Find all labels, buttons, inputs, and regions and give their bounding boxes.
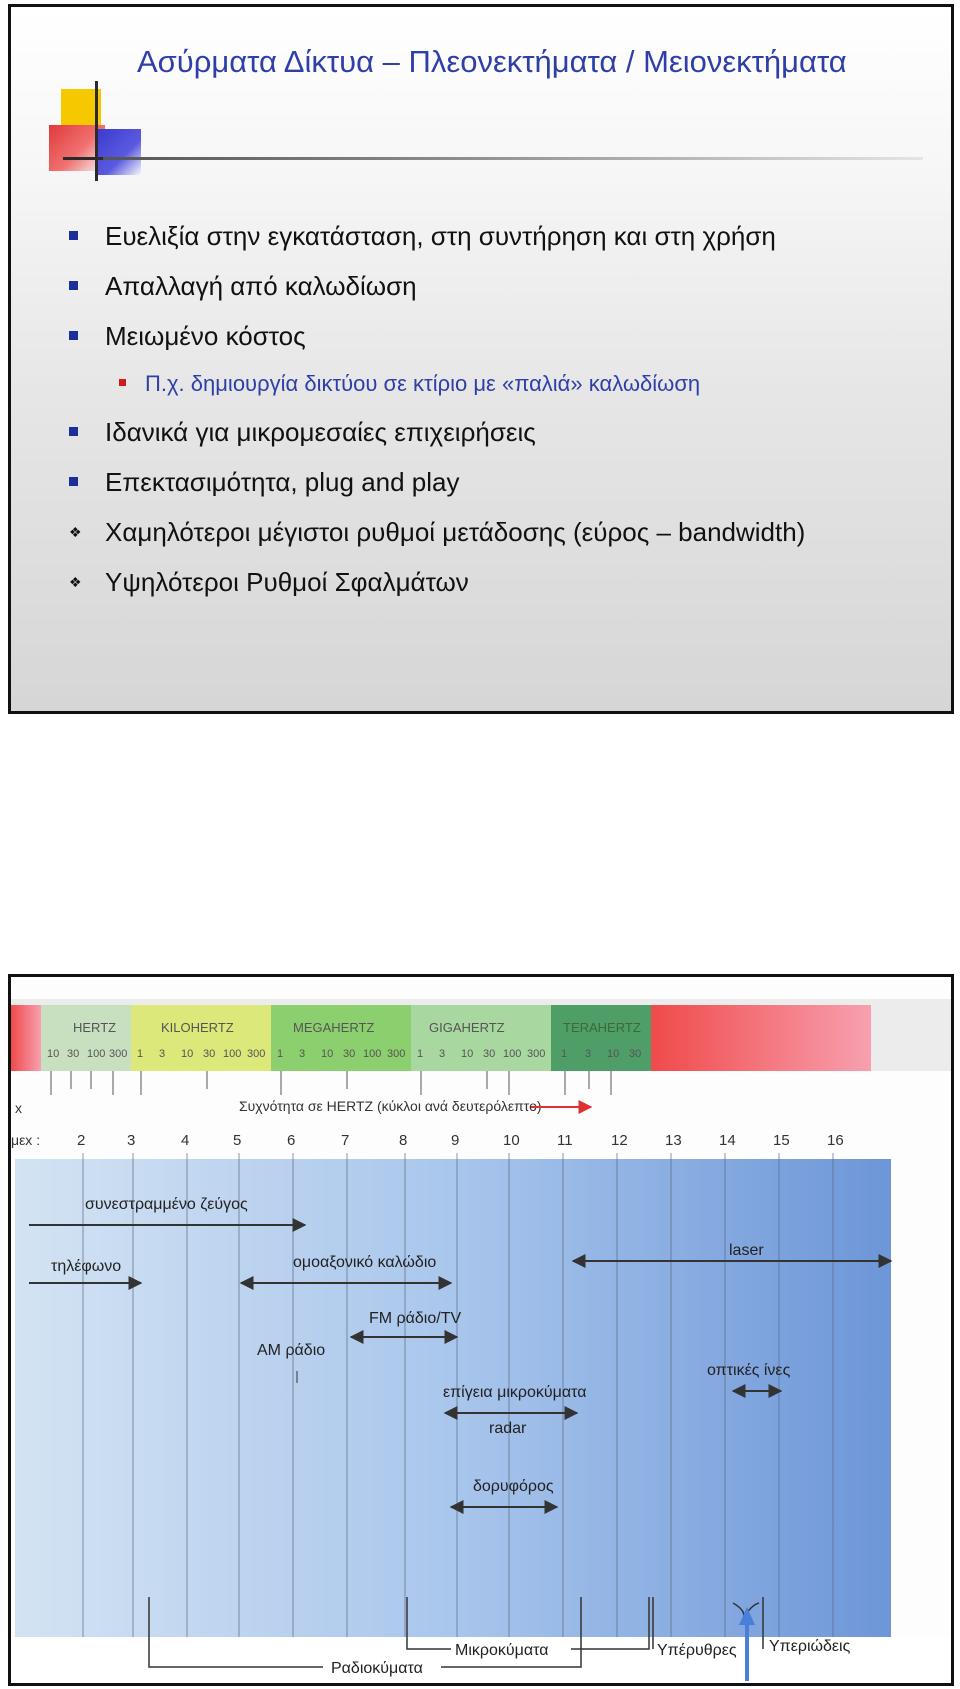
band-tick: 10 [181, 1048, 194, 1060]
band-tick: 30 [203, 1048, 216, 1060]
band-left-red [11, 1005, 41, 1071]
media-label-telephone: τηλέφωνο [51, 1258, 122, 1275]
diamond-bullet-icon: ❖ [69, 524, 82, 540]
exponent-label: 10 [503, 1132, 520, 1149]
exponent-label: 6 [287, 1132, 296, 1149]
frequency-caption: Συχνότητα σε HERTZ (κύκλοι ανά δευτερόλεπτο) [239, 1098, 542, 1114]
bullet-text: Ευελιξία στην εγκατάσταση, στη συντήρηση και στη χρήση [105, 221, 776, 251]
exponent-label: 5 [233, 1132, 242, 1149]
media-label-twisted-pair: συνεστραμμένο ζεύγος [85, 1196, 248, 1213]
spectrum-figure [11, 977, 951, 1683]
bullet-text: Μειωμένο κόστος [105, 321, 306, 351]
square-bullet-icon [69, 427, 78, 436]
bullet-item [61, 311, 941, 361]
media-label-optical-fiber: οπτικές ίνες [707, 1362, 791, 1379]
region-label-radio: Ραδιοκύματα [331, 1660, 423, 1677]
media-label-satellite: δορυφόρος [473, 1478, 554, 1495]
exponent-label: 9 [451, 1132, 460, 1149]
exponent-label: 12 [611, 1132, 628, 1149]
band-tick: 10 [461, 1048, 474, 1060]
media-label-fm-tv: FM ράδιο/TV [369, 1310, 462, 1327]
media-label-coaxial: ομοαξονικό καλώδιο [293, 1254, 437, 1271]
band-tick: 100 [223, 1048, 242, 1060]
band-label-hertz: HERTZ [73, 1020, 117, 1035]
square-bullet-icon [69, 231, 78, 240]
sub-bullet-text: Π.χ. δημιουργία δικτύου σε κτίριο με «παλιά» καλωδίωση [145, 371, 701, 396]
band-tick: 3 [159, 1048, 166, 1060]
bullet-list [61, 211, 941, 607]
band-hertz-bg [41, 1005, 131, 1071]
band-tick: 100 [87, 1048, 106, 1060]
title-underline [103, 157, 923, 160]
square-bullet-icon [69, 477, 78, 486]
sub-bullet-item [61, 361, 941, 407]
band-tick: 1 [277, 1048, 284, 1060]
bullet-text: Χαμηλότεροι μέγιστοι ρυθμοί μετάδοσης (εύρος – bandwidth) [105, 517, 806, 547]
decorative-logo-squares [49, 81, 159, 191]
bullet-item [61, 557, 941, 607]
band-tick: 100 [363, 1048, 382, 1060]
band-megahertz-bg [271, 1005, 411, 1071]
band-gigahertz-bg [411, 1005, 551, 1071]
bullet-item [61, 457, 941, 507]
band-label-megahertz: MEGAHERTZ [293, 1020, 375, 1035]
band-label-kilohertz: KILOHERTZ [161, 1020, 234, 1035]
exponent-label: 3 [127, 1132, 136, 1149]
exponent-label: 16 [827, 1132, 844, 1149]
band-tick: 30 [343, 1048, 356, 1060]
band-tick: 3 [299, 1048, 306, 1060]
band-tick: 3 [585, 1048, 592, 1060]
band-tick: 300 [109, 1048, 128, 1060]
media-label-radar: radar [489, 1420, 527, 1437]
exponent-label: 14 [719, 1132, 736, 1149]
media-label-am-radio: AM ράδιο [257, 1342, 326, 1359]
region-label-ultraviolet: Υπεριώδεις [769, 1638, 851, 1655]
band-kilohertz-bg [131, 1005, 271, 1071]
band-right-red [651, 1005, 871, 1071]
exponent-label: 7 [341, 1132, 350, 1149]
exponent-label: 8 [399, 1132, 408, 1149]
bullet-text: Απαλλαγή από καλωδίωση [105, 271, 417, 301]
x-marker: x [15, 1100, 22, 1116]
bullet-item [61, 261, 941, 311]
bullet-text: Επεκτασιμότητα, plug and play [105, 467, 460, 497]
media-label-terrestrial-microwave: επίγεια μικροκύματα [443, 1384, 587, 1401]
slide-advantages-disadvantages [8, 4, 954, 714]
band-tick: 300 [387, 1048, 406, 1060]
exponent-label: 15 [773, 1132, 790, 1149]
band-terahertz-bg [551, 1005, 651, 1071]
exponent-label: 13 [665, 1132, 682, 1149]
bullet-text: Ιδανικά για μικρομεσαίες επιχειρήσεις [105, 417, 536, 447]
square-bullet-icon [69, 331, 78, 340]
band-tick: 10 [47, 1048, 60, 1060]
band-tick: 10 [321, 1048, 334, 1060]
bullet-item [61, 507, 941, 557]
band-tick: 300 [527, 1048, 546, 1060]
blue-square [97, 129, 141, 175]
square-bullet-icon [69, 281, 78, 290]
band-tick: 30 [483, 1048, 496, 1060]
exponent-label: 4 [181, 1132, 190, 1149]
bullet-item [61, 407, 941, 457]
band-tick: 3 [439, 1048, 446, 1060]
band-label-terahertz: TERAHERTZ [563, 1020, 641, 1035]
band-tick: 30 [67, 1048, 80, 1060]
band-label-gigahertz: GIGAHERTZ [429, 1020, 505, 1035]
band-tick: 300 [247, 1048, 266, 1060]
band-tick-lines [51, 1071, 611, 1095]
region-label-infrared: Υπέρυθρες [657, 1642, 737, 1659]
slide-title: Ασύρματα Δίκτυα – Πλεονεκτήματα / Μειονεκτήματα [137, 44, 847, 79]
band-tick: 30 [629, 1048, 642, 1060]
band-tick: 1 [561, 1048, 568, 1060]
bullet-item [61, 211, 941, 261]
region-label-microwave: Μικροκύματα [455, 1642, 549, 1659]
band-tick: 1 [137, 1048, 144, 1060]
exponent-prefix: μεx : [11, 1132, 41, 1148]
band-tick: 10 [607, 1048, 620, 1060]
slide-frequency-spectrum [8, 974, 954, 1686]
bullet-text: Υψηλότεροι Ρυθμοί Σφαλμάτων [105, 567, 469, 597]
exponent-label: 11 [557, 1132, 573, 1149]
band-tick: 1 [417, 1048, 424, 1060]
red-square-bullet-icon [119, 379, 126, 386]
exponent-label: 2 [77, 1132, 86, 1149]
exponent-labels [77, 1132, 844, 1149]
band-tick: 100 [503, 1048, 522, 1060]
media-label-laser: laser [729, 1242, 764, 1259]
diamond-bullet-icon: ❖ [69, 574, 82, 590]
decor-vertical-line [95, 81, 98, 181]
